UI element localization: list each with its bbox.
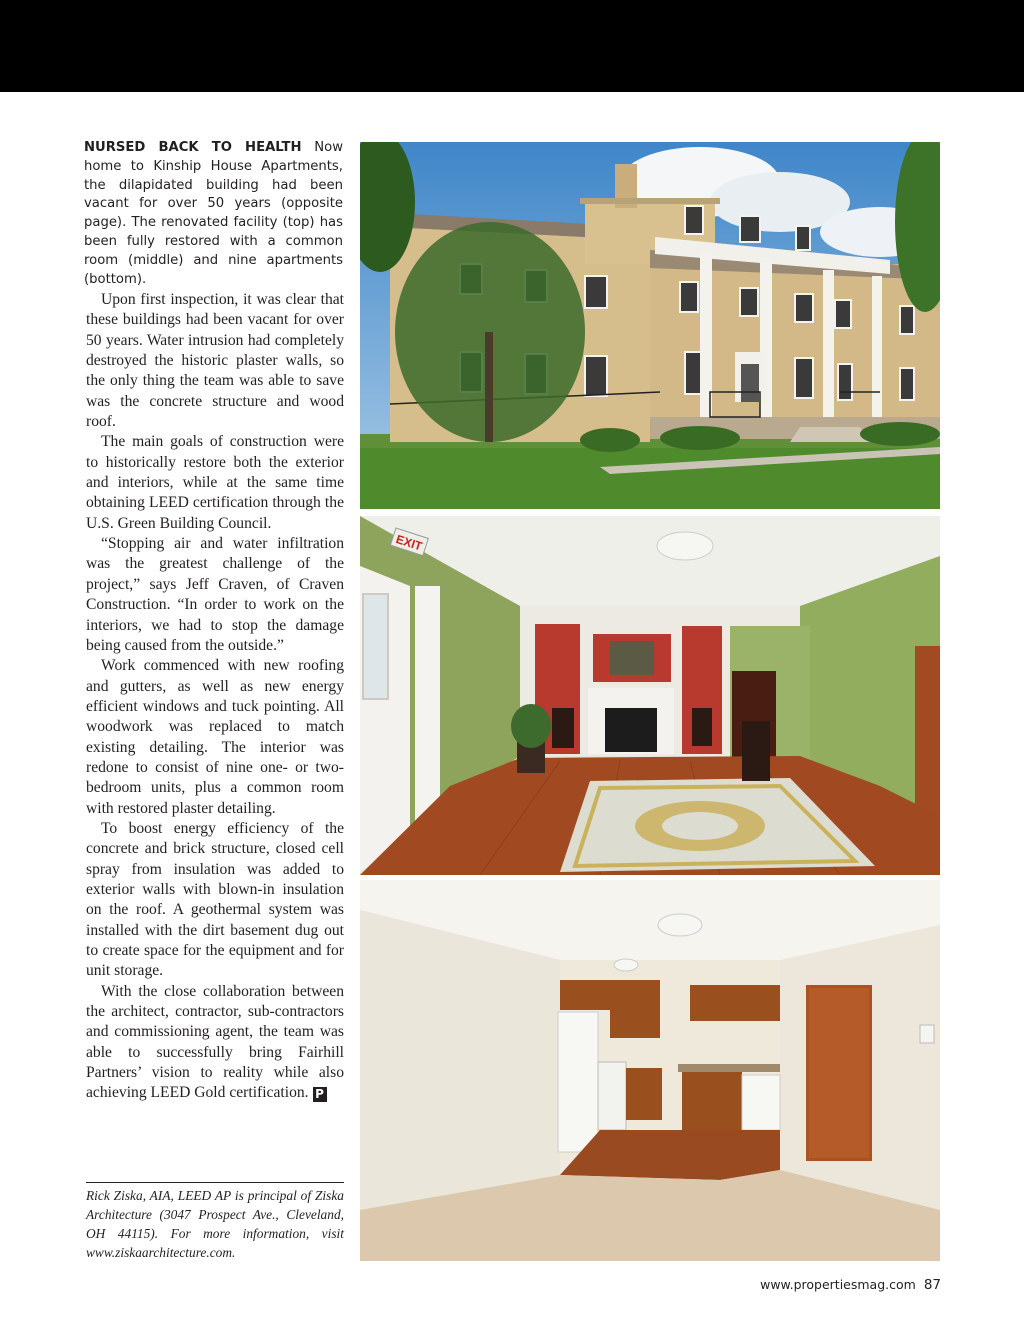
exit-sign-text: EXIT (394, 531, 424, 554)
header-bar (0, 0, 1024, 92)
caption-lead: NURSED BACK TO HEALTH (84, 140, 302, 155)
author-bio: Rick Ziska, AIA, LEED AP is principal of Ziska Architecture (3047 Prospect Ave., Cleveland, OH 44115). For more information, visit www.ziskaarchitecture.com. (86, 1188, 344, 1260)
article-paragraph: To boost energy efficiency of the concrete and brick structure, closed cell spray from insulation was added to exterior walls with blown-in insulation on the roof. A geothermal system was installed with the dirt basement dug out to create space for the equipment and for unit storage. (86, 819, 344, 980)
article-paragraph: “Stopping air and water infiltration was the greatest challenge of the project,” says Jeff Craven, of Craven Construction. “In order to work on the interiors, we had to stop the damage being caused from the outside.” (86, 535, 344, 654)
photo-caption (84, 139, 343, 289)
article-paragraph-last (86, 982, 344, 1104)
page-footer (760, 1277, 941, 1293)
common-room-photo (360, 516, 940, 875)
website-url: www.propertiesmag.com (760, 1277, 916, 1292)
article-paragraph: Upon first inspection, it was clear that these buildings had been vacant for over 50 years. Water intrusion had completely destroyed the historic plaster walls, so the only thing the team was able to save was the concrete structure and wood roof. (86, 291, 344, 431)
article-paragraph-text: With the close collaboration between the architect, contractor, sub-contractors and commissioning agent, the team was able to successfully bring Fairhill Partners’ vision to reality while also achieving LEED Gold certification. (86, 982, 344, 1102)
bio-divider (86, 1182, 344, 1183)
apartment-photo (360, 880, 940, 1261)
page-number: 87 (923, 1277, 941, 1293)
article-paragraph: The main goals of construction were to historically restore both the exterior and interiors, while at the same time obtaining LEED certification through the U.S. Green Building Council. (86, 433, 344, 532)
end-of-article-icon: P (313, 1087, 327, 1102)
caption-text: Now home to Kinship House Apartments, the dilapidated building had been vacant for over 50 years (opposite page). The renovated facility (top) has been fully restored with a common room (middle) and nine apartments (bottom). (84, 140, 343, 287)
article-paragraph: Work commenced with new roofing and gutters, as well as new energy efficient windows and tuck pointing. All woodwork was replaced to match existing detailing. The interior was redone to consist of nine one- or two-bedroom units, plus a common room with restored plaster detailing. (86, 657, 344, 817)
article-body (86, 290, 344, 1104)
exterior-photo (360, 142, 940, 509)
